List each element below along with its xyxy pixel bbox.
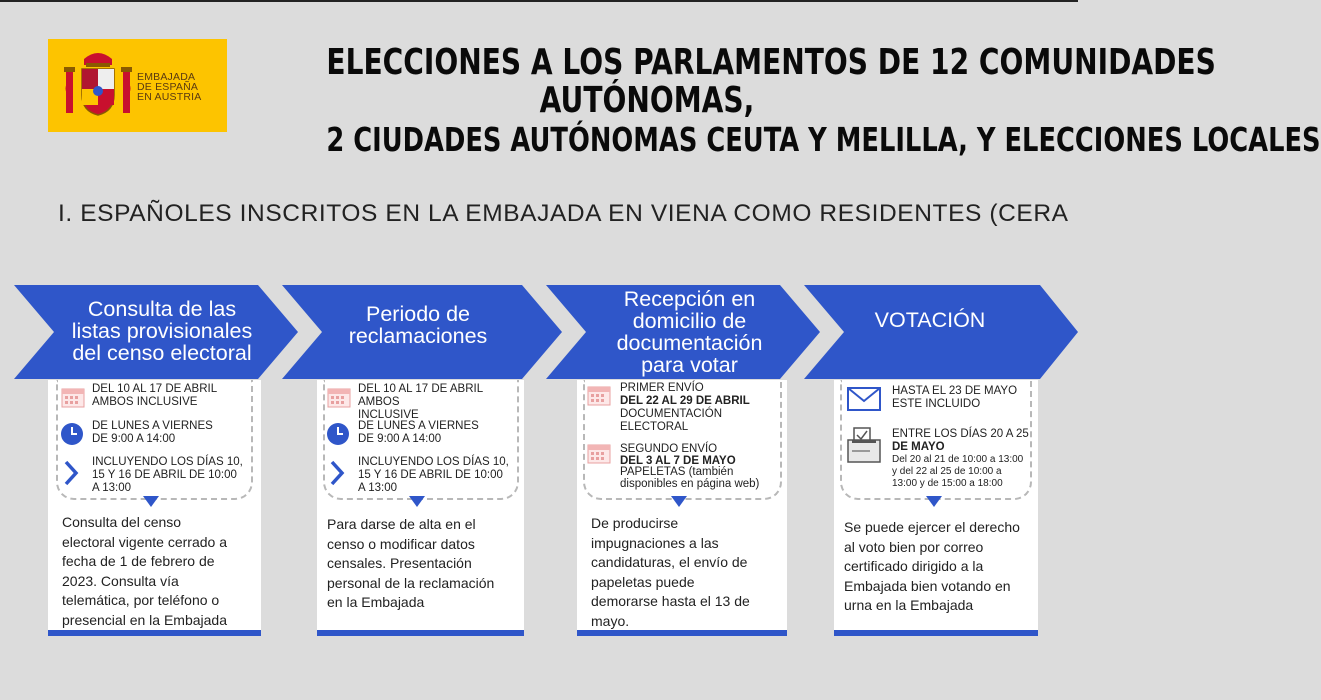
chevron-right-icon: [63, 460, 79, 486]
step-4-description: Se puede ejercer el derecho al voto bien por correo certificado dirigido a la Embajada bien votando en urna en la Embajada: [844, 519, 1020, 613]
step-1-label: Consulta de las listas provisionales del censo electoral: [71, 297, 253, 365]
envelope-icon: [847, 387, 881, 411]
step-3-label: Recepción en domicilio de documentación para votar: [616, 287, 763, 377]
top-border: [0, 0, 1078, 2]
embassy-logo: [48, 39, 227, 132]
step-2-row-1: DEL 10 AL 17 DE ABRIL AMBOS INCLUSIVE: [358, 383, 483, 421]
step-2-row-3: INCLUYENDO LOS DÍAS 10, 15 Y 16 DE ABRIL DE 10:00 A 13:00: [358, 456, 509, 494]
down-arrow-icon: [926, 496, 942, 507]
down-arrow-icon: [409, 496, 425, 507]
step-3-description: De producirse impugnaciones a las candidaturas, el envío de papeletas puede demorarse hasta el 13 de mayo.: [591, 515, 750, 629]
calendar-icon: [61, 386, 85, 408]
page-title-line-2: AUTÓNOMAS,: [539, 80, 755, 121]
section-title: I. ESPAÑOLES INSCRITOS EN LA EMBAJADA EN VIENA COMO RESIDENTES (CERA: [58, 200, 1069, 227]
page-title-line-3: 2 CIUDADES AUTÓNOMAS CEUTA Y MELILLA, Y ELECCIONES LOCALES: [326, 120, 1321, 159]
step-1-description: Consulta del censo electoral vigente cerrado a fecha de 1 de febrero de 2023. Consulta vía telemática, por teléfono o presencial en la Embajada: [62, 514, 227, 628]
step-2-label: Periodo de reclamaciones: [348, 302, 488, 348]
step-1-row-1: DEL 10 AL 17 DE ABRIL AMBOS INCLUSIVE: [92, 383, 218, 408]
down-arrow-icon: [143, 496, 159, 507]
step-3-card: [577, 380, 787, 636]
ballot-box-icon: [846, 426, 882, 464]
coat-of-arms-icon: [62, 49, 134, 123]
calendar-icon: [587, 384, 611, 406]
step-3-row-1: PRIMER ENVÍO DEL 22 AL 29 DE ABRIL DOCUMENTACIÓN ELECTORAL: [620, 382, 750, 433]
logo-text: EMBAJADA DE ESPAÑA EN AUSTRIA: [137, 71, 202, 103]
step-2-row-2: DE LUNES A VIERNES DE 9:00 A 14:00: [358, 420, 479, 445]
step-2-description: Para darse de alta en el censo o modificar datos censales. Presentación personal de la reclamación en la Embajada: [327, 516, 495, 610]
step-1-row-2: DE LUNES A VIERNES DE 9:00 A 14:00: [92, 420, 213, 445]
step-1-card: [48, 380, 261, 636]
step-4-row-2: ENTRE LOS DÍAS 20 A 25 DE MAYO Del 20 al 21 de 10:00 a 13:00 y del 22 al 25 de 10:00 a 13:00 y de 15:00 a 18:00: [892, 428, 1029, 489]
chevron-right-icon: [329, 460, 345, 486]
step-3-row-2: SEGUNDO ENVÍO DEL 3 AL 7 DE MAYO PAPELETAS (también disponibles en página web): [620, 443, 760, 490]
clock-icon: [60, 422, 84, 446]
page-title-line-1: ELECCIONES A LOS PARLAMENTOS DE 12 COMUNIDADES: [326, 42, 1216, 83]
calendar-icon: [587, 442, 611, 464]
down-arrow-icon: [671, 496, 687, 507]
step-4-label: VOTACIÓN: [874, 308, 986, 332]
step-4-row-1: HASTA EL 23 DE MAYO ESTE INCLUIDO: [892, 385, 1018, 410]
clock-icon: [326, 422, 350, 446]
step-2-card: [317, 380, 524, 636]
step-1-row-3: INCLUYENDO LOS DÍAS 10, 15 Y 16 DE ABRIL DE 10:00 A 13:00: [92, 456, 243, 494]
step-4-card: [834, 380, 1038, 636]
calendar-icon: [327, 386, 351, 408]
